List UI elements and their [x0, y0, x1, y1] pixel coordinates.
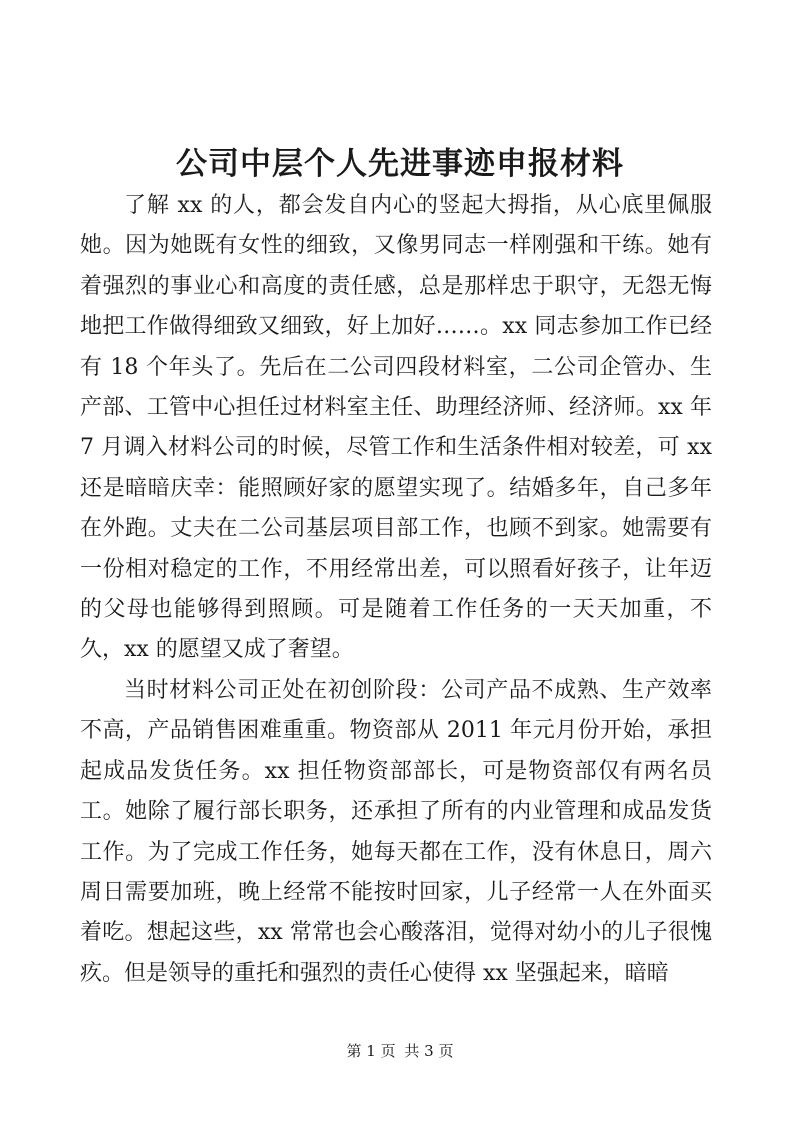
document-title: 公司中层个人先进事迹申报材料	[176, 146, 624, 182]
page-number: 第 1 页	[346, 1042, 396, 1060]
paragraph-2: 当时材料公司正处在初创阶段：公司产品不成熟、生产效率不高，产品销售困难重重。物资部从 2011 年元月份开始，承担起成品发货任务。xx 担任物资部部长，可是物资部仅有两名员工。她除了履行部长职务，还承担了所有的内业管理和成品发货工作。为了完成工作任务，她每天都在工作，没有休息日，周六周日需要加班，晚上经常不能按时回家，儿子经常一人在外面买着吃。想起这些，xx 常常也会心酸落泪，觉得对幼小的儿子很愧疚。但是领导的重托和强烈的责任心使得 xx 坚强起来，暗暗	[80, 677, 712, 986]
document-body	[80, 186, 712, 994]
paragraph-1: 了解 xx 的人，都会发自内心的竖起大拇指，从心底里佩服她。因为她既有女性的细致，又像男同志一样刚强和干练。她有着强烈的事业心和高度的责任感，总是那样忠于职守，无怨无悔地把工作做得细致又细致，好上加好……。xx 同志参加工作已经有 18 个年头了。先后在二公司四段材料室，二公司企管办、生产部、工管中心担任过材料室主任、助理经济师、经济师。xx 年 7 月调入材料公司的时候，尽管工作和生活条件相对较差，可 xx 还是暗暗庆幸：能照顾好家的愿望实现了。结婚多年，自己多年在外跑。丈夫在二公司基层项目部工作，也顾不到家。她需要有一份相对稳定的工作，不用经常出差，可以照看好孩子，让年迈的父母也能够得到照顾。可是随着工作任务的一天天加重，不久，xx 的愿望又成了奢望。	[80, 193, 712, 663]
page-total: 共 3 页	[404, 1042, 454, 1060]
page-footer	[0, 1040, 800, 1061]
